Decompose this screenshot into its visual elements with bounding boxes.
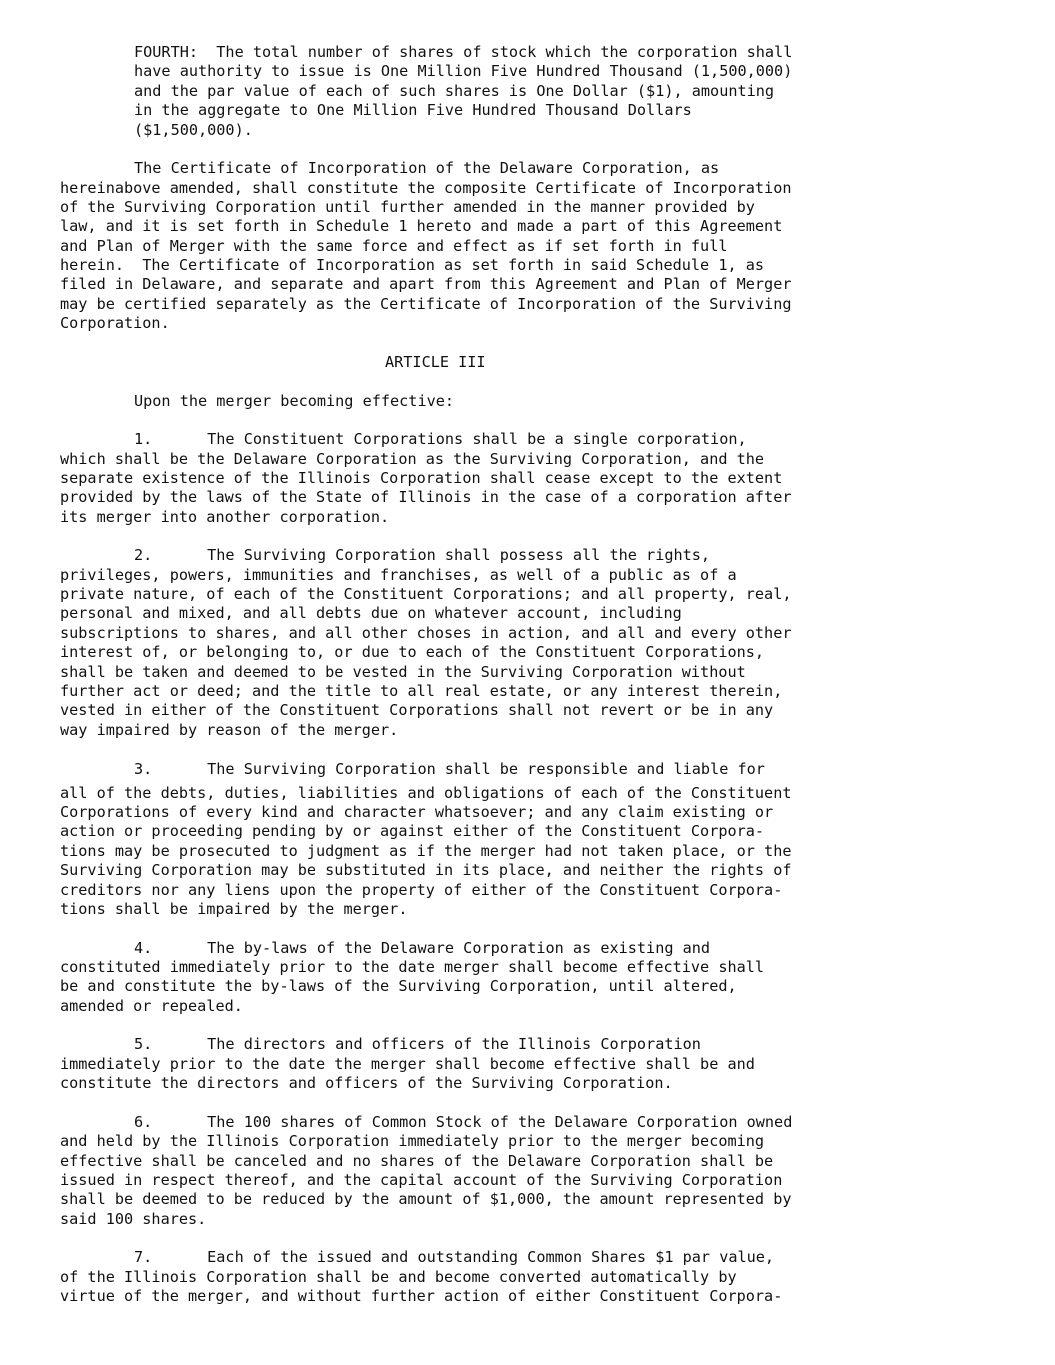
text-line: 3. The Surviving Corporation shall be responsible and liable for	[134, 760, 765, 778]
text-line: creditors nor any liens upon the property of either of the Constituent Corpora-	[60, 881, 783, 899]
text-line: Upon the merger becoming effective:	[134, 392, 455, 410]
text-line: and held by the Illinois Corporation immediately prior to the merger becoming	[60, 1132, 765, 1150]
text-line: way impaired by reason of the merger.	[60, 721, 399, 739]
text-line: interest of, or belonging to, or due to each of the Constituent Corporations,	[60, 643, 765, 661]
text-line: which shall be the Delaware Corporation as the Surviving Corporation, and the	[60, 450, 765, 468]
text-line: shall be deemed to be reduced by the amount of $1,000, the amount represented by	[60, 1190, 792, 1208]
text-line: have authority to issue is One Million Five Hundred Thousand (1,500,000)	[134, 62, 793, 80]
text-line: separate existence of the Illinois Corporation shall cease except to the extent	[60, 469, 783, 487]
text-line: 7. Each of the issued and outstanding Common Shares $1 par value,	[134, 1248, 775, 1266]
text-line: privileges, powers, immunities and franchises, as well of a public as of a	[60, 566, 737, 584]
text-line: be and constitute the by-laws of the Surviving Corporation, until altered,	[60, 977, 737, 995]
text-line: vested in either of the Constituent Corporations shall not revert or be in any	[60, 701, 774, 719]
text-line: further act or deed; and the title to all real estate, or any interest therein,	[60, 682, 783, 700]
text-line: amended or repealed.	[60, 997, 243, 1015]
text-line: of the Illinois Corporation shall be and become converted automatically by	[60, 1268, 737, 1286]
text-line: 4. The by-laws of the Delaware Corporation as existing and	[134, 939, 711, 957]
text-line: provided by the laws of the State of Illinois in the case of a corporation after	[60, 488, 792, 506]
text-line: law, and it is set forth in Schedule 1 hereto and made a part of this Agreement	[60, 217, 783, 235]
text-line: 2. The Surviving Corporation shall possess all the rights,	[134, 546, 711, 564]
text-line: immediately prior to the date the merger shall become effective shall be and	[60, 1055, 755, 1073]
text-line: subscriptions to shares, and all other choses in action, and all and every other	[60, 624, 792, 642]
text-line: virtue of the merger, and without further action of either Constituent Corpora-	[60, 1287, 783, 1305]
text-line: tions may be prosecuted to judgment as if the merger had not taken place, or the	[60, 842, 792, 860]
text-line: action or proceeding pending by or against either of the Constituent Corpora-	[60, 822, 765, 840]
text-line: herein. The Certificate of Incorporation as set forth in said Schedule 1, as	[60, 256, 765, 274]
text-line: effective shall be canceled and no shares of the Delaware Corporation shall be	[60, 1152, 774, 1170]
text-line: 1. The Constituent Corporations shall be a single corporation,	[134, 430, 747, 448]
article-heading: ARTICLE III	[385, 353, 486, 371]
text-line: and Plan of Merger with the same force and effect as if set forth in full	[60, 237, 728, 255]
text-line: 5. The directors and officers of the Illinois Corporation	[134, 1035, 701, 1053]
text-line: issued in respect thereof, and the capital account of the Surviving Corporation	[60, 1171, 783, 1189]
text-line: shall be taken and deemed to be vested in the Surviving Corporation without	[60, 663, 746, 681]
text-line: The Certificate of Incorporation of the Delaware Corporation, as	[134, 159, 720, 177]
text-line: filed in Delaware, and separate and apart from this Agreement and Plan of Merger	[60, 275, 792, 293]
text-line: private nature, of each of the Constituent Corporations; and all property, real,	[60, 585, 792, 603]
text-line: 6. The 100 shares of Common Stock of the Delaware Corporation owned	[134, 1113, 793, 1131]
text-line: FOURTH: The total number of shares of stock which the corporation shall	[134, 43, 793, 61]
text-line: may be certified separately as the Certificate of Incorporation of the Surviving	[60, 295, 792, 313]
text-line: constitute the directors and officers of the Surviving Corporation.	[60, 1074, 673, 1092]
text-line: Corporation.	[60, 314, 170, 332]
text-line: tions shall be impaired by the merger.	[60, 900, 408, 918]
text-line: and the par value of each of such shares is One Dollar ($1), amounting	[134, 82, 775, 100]
text-line: constituted immediately prior to the date merger shall become effective shall	[60, 958, 765, 976]
text-line: all of the debts, duties, liabilities and obligations of each of the Constituent	[60, 784, 792, 802]
text-line: its merger into another corporation.	[60, 508, 390, 526]
text-line: hereinabove amended, shall constitute the composite Certificate of Incorporation	[60, 179, 792, 197]
text-line: said 100 shares.	[60, 1210, 207, 1228]
text-line: of the Surviving Corporation until further amended in the manner provided by	[60, 198, 755, 216]
text-line: in the aggregate to One Million Five Hundred Thousand Dollars	[134, 101, 692, 119]
text-line: Corporations of every kind and character whatsoever; and any claim existing or	[60, 803, 774, 821]
text-line: ($1,500,000).	[134, 121, 253, 139]
text-line: personal and mixed, and all debts due on whatever account, including	[60, 604, 682, 622]
text-line: Surviving Corporation may be substituted in its place, and neither the rights of	[60, 861, 792, 879]
